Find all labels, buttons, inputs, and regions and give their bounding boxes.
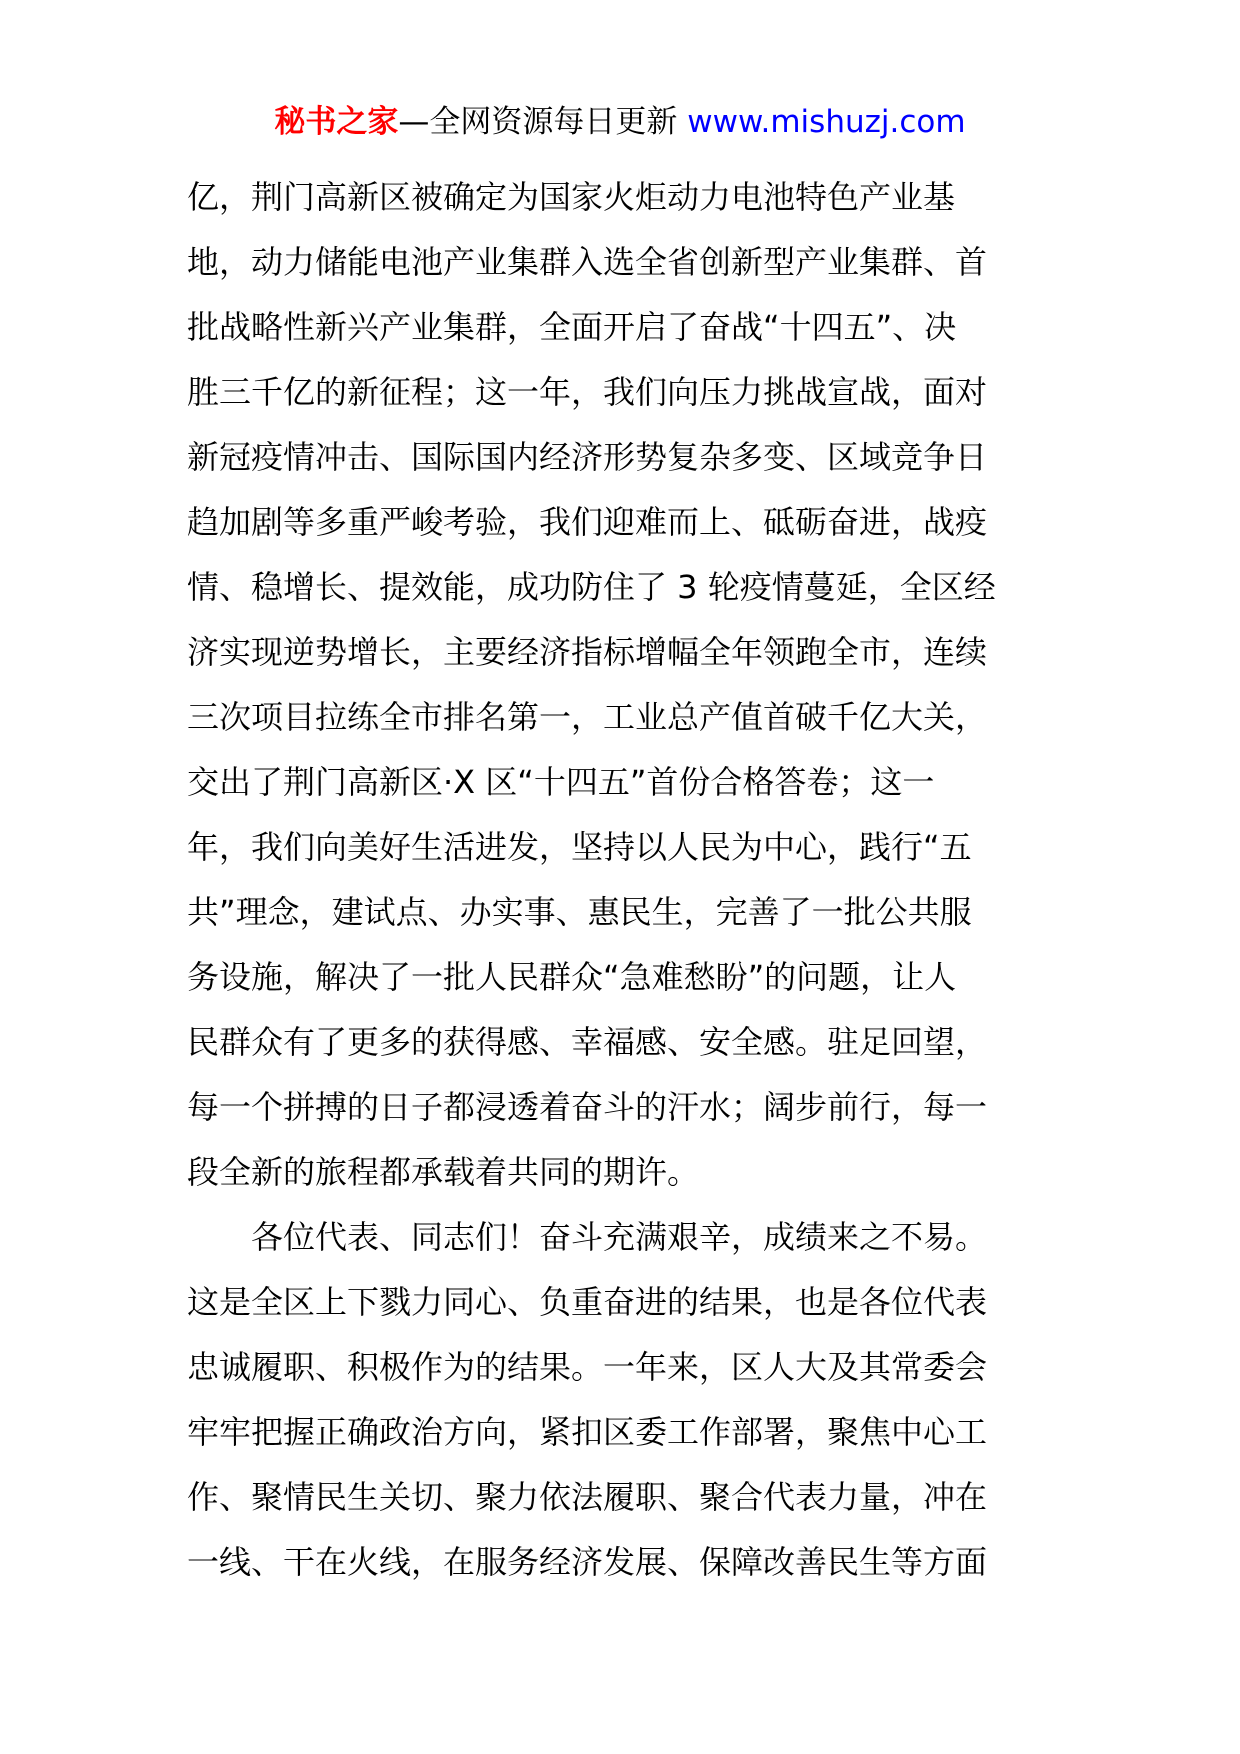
text-line: 各位代表、同志们！奋斗充满艰辛，成绩来之不易。 [251, 1218, 988, 1256]
site-url-link[interactable]: www.mishuzj.com [687, 104, 966, 140]
brand-name: 秘书之家 [274, 104, 399, 140]
text-line: 民群众有了更多的获得感、幸福感、安全感。驻足回望， [187, 1023, 988, 1061]
text-line: 地，动力储能电池产业集群入选全省创新型产业集群、首 [187, 243, 988, 281]
header-tagline: —全网资源每日更新 [398, 104, 688, 140]
text-line: 胜三千亿的新征程；这一年，我们向压力挑战宣战，面对 [187, 373, 988, 411]
text-line: 三次项目拉练全市排名第一，工业总产值首破千亿大关， [187, 698, 988, 736]
text-line: 共”理念，建试点、办实事、惠民生，完善了一批公共服 [187, 893, 972, 931]
text-line: 情、稳增长、提效能，成功防住了 3 轮疫情蔓延，全区经 [187, 568, 996, 606]
text-line: 每一个拼搏的日子都浸透着奋斗的汗水；阔步前行，每一 [187, 1088, 988, 1126]
page-header [0, 100, 1240, 144]
text-line: 趋加剧等多重严峻考验，我们迎难而上、砥砺奋进，战疫 [187, 503, 988, 541]
text-line: 一线、干在火线，在服务经济发展、保障改善民生等方面 [187, 1543, 988, 1581]
paragraph-1 [187, 165, 1057, 1205]
text-line: 批战略性新兴产业集群，全面开启了奋战“十四五”、决 [187, 308, 957, 346]
text-line: 这是全区上下戮力同心、负重奋进的结果，也是各位代表 [187, 1283, 988, 1321]
text-line: 年，我们向美好生活进发，坚持以人民为中心，践行“五 [187, 828, 972, 866]
text-line: 作、聚情民生关切、聚力依法履职、聚合代表力量，冲在 [187, 1478, 988, 1516]
text-line: 段全新的旅程都承载着共同的期许。 [187, 1153, 700, 1191]
document-body [187, 165, 1057, 1595]
text-line: 亿，荆门高新区被确定为国家火炬动力电池特色产业基 [187, 178, 956, 216]
text-line: 济实现逆势增长，主要经济指标增幅全年领跑全市，连续 [187, 633, 988, 671]
text-line: 牢牢把握正确政治方向，紧扣区委工作部署，聚焦中心工 [187, 1413, 988, 1451]
text-line: 交出了荆门高新区·X 区“十四五”首份合格答卷；这一 [187, 763, 935, 801]
text-line: 忠诚履职、积极作为的结果。一年来，区人大及其常委会 [187, 1348, 988, 1386]
text-line: 新冠疫情冲击、国际国内经济形势复杂多变、区域竞争日 [187, 438, 988, 476]
text-line: 务设施，解决了一批人民群众“急难愁盼”的问题，让人 [187, 958, 957, 996]
paragraph-2 [187, 1205, 1057, 1595]
